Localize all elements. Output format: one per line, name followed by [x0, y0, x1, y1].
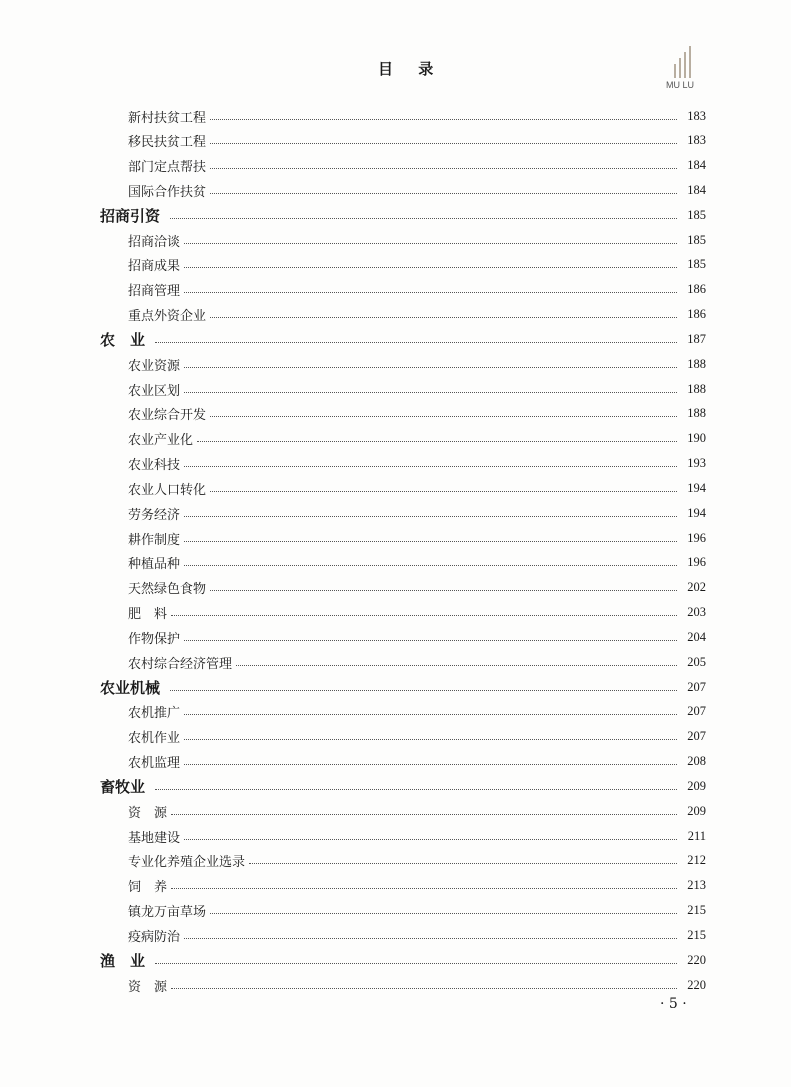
entry-page: 196	[687, 530, 706, 545]
leader-dots	[171, 888, 677, 889]
leader-dots	[184, 640, 677, 641]
leader-dots	[184, 367, 677, 368]
toc-entry[interactable]	[0, 553, 791, 573]
entry-title: 耕作制度	[128, 529, 184, 548]
toc-entry[interactable]	[0, 478, 791, 498]
leader-dots	[249, 863, 677, 864]
entry-page: 190	[687, 431, 706, 446]
toc-entry[interactable]	[0, 975, 791, 995]
entry-title: 农业人口转化	[128, 479, 210, 498]
entry-page: 186	[687, 307, 706, 322]
entry-title: 基地建设	[128, 827, 184, 846]
entry-title: 镇龙万亩草场	[128, 901, 210, 920]
entry-title: 农机推广	[128, 702, 184, 721]
entry-page: 188	[687, 381, 706, 396]
leader-dots	[184, 516, 677, 517]
entry-page: 187	[687, 331, 706, 346]
entry-page: 209	[687, 778, 706, 793]
entry-page: 204	[687, 629, 706, 644]
leader-dots	[184, 739, 677, 740]
entry-title: 天然绿色食物	[128, 578, 210, 597]
toc-entry[interactable]	[0, 354, 791, 374]
entry-page: 211	[687, 828, 706, 843]
entry-title: 畜牧业	[100, 776, 155, 797]
toc-entry[interactable]	[0, 503, 791, 523]
entry-title: 农机监理	[128, 752, 184, 771]
entry-page: 203	[687, 605, 706, 620]
entry-page: 208	[687, 754, 706, 769]
entry-page: 194	[687, 505, 706, 520]
toc-entry[interactable]	[0, 230, 791, 250]
toc-section[interactable]	[0, 776, 791, 796]
toc-entry[interactable]	[0, 727, 791, 747]
toc-entry[interactable]	[0, 156, 791, 176]
entry-page: 209	[687, 803, 706, 818]
leader-dots	[210, 143, 677, 144]
toc-entry[interactable]	[0, 901, 791, 921]
toc-entry[interactable]	[0, 379, 791, 399]
entry-page: 207	[687, 679, 706, 694]
toc-entry[interactable]	[0, 255, 791, 275]
logo-text: MU LU	[666, 80, 695, 90]
toc-entry[interactable]	[0, 851, 791, 871]
leader-dots	[171, 988, 677, 989]
toc-entry[interactable]	[0, 106, 791, 126]
entry-title: 重点外资企业	[128, 305, 210, 324]
entry-page: 207	[687, 704, 706, 719]
leader-dots	[210, 491, 677, 492]
entry-title: 招商引资	[100, 205, 170, 226]
leader-dots	[210, 913, 677, 914]
entry-page: 184	[687, 158, 706, 173]
toc-section[interactable]	[0, 205, 791, 225]
entry-page: 212	[687, 853, 706, 868]
entry-page: 207	[687, 729, 706, 744]
entry-title: 专业化养殖企业选录	[128, 851, 249, 870]
entry-title: 移民扶贫工程	[128, 131, 210, 150]
toc-entry[interactable]	[0, 925, 791, 945]
toc-entry[interactable]	[0, 429, 791, 449]
entry-page: 183	[687, 133, 706, 148]
leader-dots	[210, 193, 677, 194]
entry-title: 农业机械	[100, 677, 170, 698]
toc-entry[interactable]	[0, 627, 791, 647]
toc-entry[interactable]	[0, 603, 791, 623]
entry-title: 国际合作扶贫	[128, 181, 210, 200]
leader-dots	[210, 590, 677, 591]
leader-dots	[210, 168, 677, 169]
entry-title: 农机作业	[128, 727, 184, 746]
toc-entry[interactable]	[0, 454, 791, 474]
leader-dots	[210, 119, 677, 120]
entry-page: 215	[687, 903, 706, 918]
entry-title: 劳务经济	[128, 504, 184, 523]
leader-dots	[170, 218, 677, 219]
entry-page: 213	[687, 878, 706, 893]
leader-dots	[171, 615, 677, 616]
entry-title: 农业综合开发	[128, 404, 210, 423]
leader-dots	[184, 292, 677, 293]
leader-dots	[184, 392, 677, 393]
entry-title: 招商管理	[128, 280, 184, 299]
leader-dots	[155, 963, 677, 964]
leader-dots	[184, 565, 677, 566]
toc-entry[interactable]	[0, 180, 791, 200]
entry-title: 肥 料	[128, 603, 171, 622]
toc-entry[interactable]	[0, 826, 791, 846]
entry-title: 部门定点帮扶	[128, 156, 210, 175]
leader-dots	[236, 665, 677, 666]
entry-page: 188	[687, 406, 706, 421]
entry-page: 196	[687, 555, 706, 570]
toc-entry[interactable]	[0, 404, 791, 424]
toc-entry[interactable]	[0, 131, 791, 151]
entry-page: 185	[687, 232, 706, 247]
leader-dots	[210, 317, 677, 318]
entry-page: 205	[687, 654, 706, 669]
toc-entry[interactable]	[0, 702, 791, 722]
entry-page: 215	[687, 927, 706, 942]
leader-dots	[184, 267, 677, 268]
entry-page: 184	[687, 182, 706, 197]
entry-title: 农业区划	[128, 380, 184, 399]
toc-entry[interactable]	[0, 876, 791, 896]
entry-page: 194	[687, 480, 706, 495]
entry-title: 农业资源	[128, 355, 184, 374]
entry-page: 186	[687, 282, 706, 297]
entry-page: 202	[687, 580, 706, 595]
entry-page: 183	[687, 108, 706, 123]
entry-page: 185	[687, 207, 706, 222]
page-title: 目 录	[378, 60, 444, 78]
leader-dots	[184, 541, 677, 542]
toc-entry[interactable]	[0, 280, 791, 300]
entry-page: 188	[687, 356, 706, 371]
entry-title: 作物保护	[128, 628, 184, 647]
entry-title: 农村综合经济管理	[128, 653, 236, 672]
entry-page: 185	[687, 257, 706, 272]
entry-title: 饲 养	[128, 876, 171, 895]
toc-section[interactable]	[0, 329, 791, 349]
entry-title: 招商洽谈	[128, 231, 184, 250]
toc-entry[interactable]	[0, 578, 791, 598]
leader-dots	[197, 441, 677, 442]
leader-dots	[170, 690, 677, 691]
entry-title: 种植品种	[128, 553, 184, 572]
toc-entry[interactable]	[0, 801, 791, 821]
leader-dots	[155, 789, 677, 790]
entry-title: 农业科技	[128, 454, 184, 473]
leader-dots	[184, 466, 677, 467]
leader-dots	[171, 814, 677, 815]
entry-title: 新村扶贫工程	[128, 107, 210, 126]
toc-entry[interactable]	[0, 752, 791, 772]
entry-title: 资 源	[128, 976, 171, 995]
entry-title: 招商成果	[128, 255, 184, 274]
page-number: · 5 ·	[660, 996, 687, 1012]
leader-dots	[155, 342, 677, 343]
toc-entry[interactable]	[0, 528, 791, 548]
entry-title: 渔 业	[100, 950, 155, 971]
entry-page: 220	[687, 952, 706, 967]
entry-title: 资 源	[128, 802, 171, 821]
leader-dots	[184, 938, 677, 939]
leader-dots	[184, 764, 677, 765]
leader-dots	[210, 416, 677, 417]
entry-title: 疫病防治	[128, 926, 184, 945]
leader-dots	[184, 243, 677, 244]
toc-entry[interactable]	[0, 652, 791, 672]
toc-section[interactable]	[0, 677, 791, 697]
toc-entry[interactable]	[0, 305, 791, 325]
entry-page: 220	[687, 977, 706, 992]
entry-title: 农 业	[100, 329, 155, 350]
entry-title: 农业产业化	[128, 429, 197, 448]
leader-dots	[184, 714, 677, 715]
entry-page: 193	[687, 456, 706, 471]
mulu-logo	[666, 42, 706, 90]
bars-icon	[674, 44, 704, 78]
leader-dots	[184, 839, 677, 840]
toc-section[interactable]	[0, 950, 791, 970]
